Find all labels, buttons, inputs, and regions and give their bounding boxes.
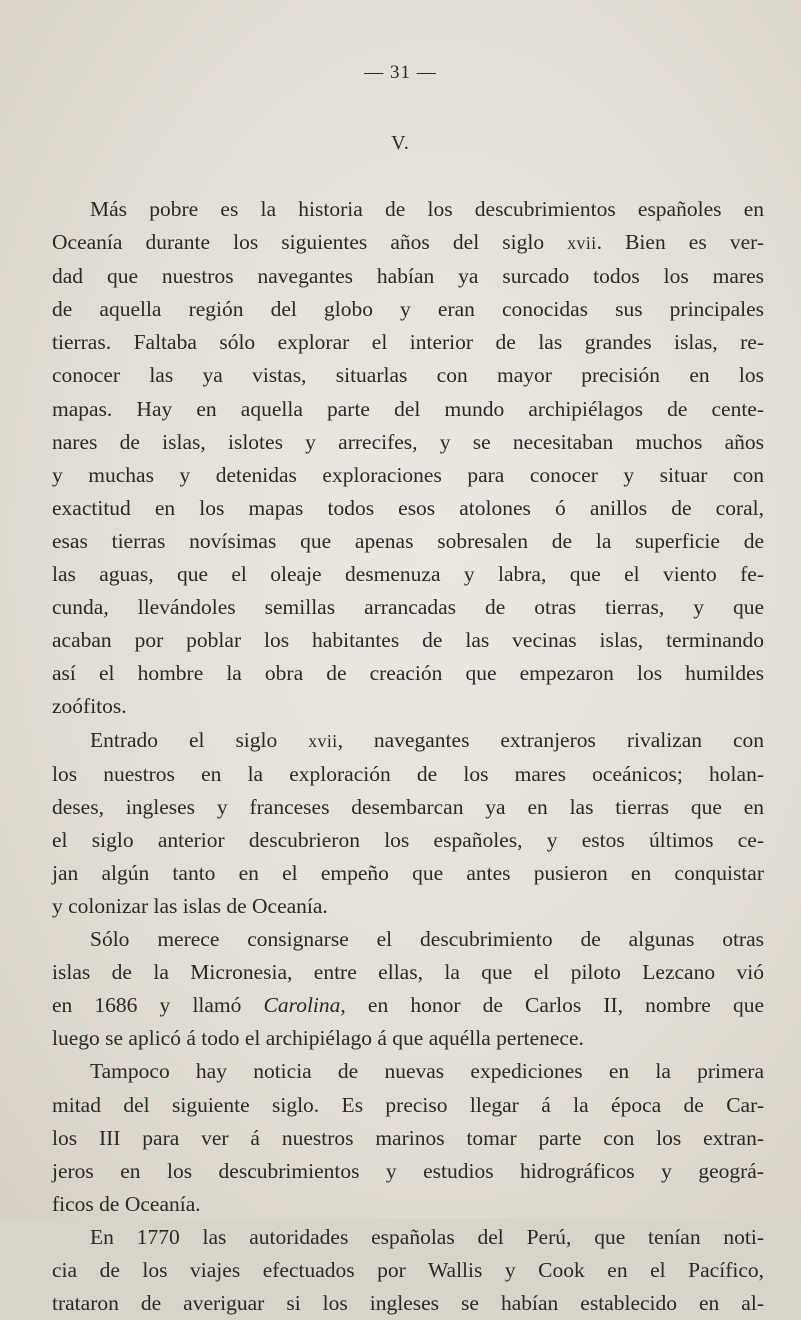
text-line: jan algún tanto en el empeño que antes pusieron en conquistar: [52, 860, 764, 885]
text-line: Entrado el siglo xvii, navegantes extranjeros rivalizan con: [90, 727, 764, 752]
paragraph: [52, 193, 764, 724]
paragraph: [52, 724, 764, 924]
paragraph: [52, 1055, 764, 1220]
text-line: acaban por poblar los habitantes de las vecinas islas, terminando: [52, 628, 764, 653]
text-line: así el hombre la obra de creación que empezaron los humildes: [52, 661, 764, 686]
text-line: el siglo anterior descubrieron los españoles, y estos últimos ce-: [52, 827, 764, 852]
text-line: En 1770 las autoridades españolas del Perú, que tenían noti-: [90, 1224, 764, 1249]
text-line: luego se aplicó á todo el archipiélago á que aquélla pertenece.: [52, 1026, 584, 1051]
text-line: tierras. Faltaba sólo explorar el interior de las grandes islas, re-: [52, 330, 764, 355]
text-line: y muchas y detenidas exploraciones para conocer y situar con: [52, 462, 764, 487]
text-line: Más pobre es la historia de los descubrimientos españoles en: [90, 197, 764, 221]
text-line: esas tierras novísimas que apenas sobresalen de la superficie de: [52, 528, 764, 553]
text-line: en 1686 y llamó Carolina, en honor de Carlos II, nombre que: [52, 993, 764, 1018]
text-line: ficos de Oceanía.: [52, 1191, 201, 1216]
text-line: Sólo merece consignarse el descubrimiento de algunas otras: [90, 927, 764, 952]
paragraph: [52, 1221, 764, 1320]
text-line: cia de los viajes efectuados por Wallis y Cook en el Pacífico,: [52, 1258, 764, 1282]
text-line: jeros en los descubrimientos y estudios hidrográficos y geográ-: [52, 1158, 764, 1183]
text-line: los nuestros en la exploración de los mares oceánicos; holan-: [52, 761, 764, 786]
text-line: nares de islas, islotes y arrecifes, y se necesitaban muchos años: [52, 429, 764, 454]
text-line: Tampoco hay noticia de nuevas expediciones en la primera: [90, 1059, 764, 1084]
paragraph: [52, 923, 764, 1055]
chapter-heading: V.: [391, 132, 410, 154]
century-numeral: xvii: [308, 730, 338, 751]
century-numeral: xvii: [567, 233, 597, 254]
text-line: conocer las ya vistas, situarlas con mayor precisión en los: [52, 363, 764, 388]
page-number: — 31 —: [364, 62, 437, 83]
text-line: deses, ingleses y franceses desembarcan ya en las tierras que en: [52, 794, 764, 819]
text-line: dad que nuestros navegantes habían ya surcado todos los mares: [52, 264, 764, 289]
text-line: mapas. Hay en aquella parte del mundo archipiélagos de cente-: [52, 396, 764, 421]
text-line: Oceanía durante los siguientes años del siglo xvii. Bien es ver-: [52, 230, 764, 255]
text-line: islas de la Micronesia, entre ellas, la que el piloto Lezcano vió: [52, 960, 764, 985]
text-line: los III para ver á nuestros marinos tomar parte con los extran-: [52, 1125, 764, 1150]
text-line: zoófitos.: [52, 694, 127, 719]
body-text: [52, 193, 764, 1320]
text-line: las aguas, que el oleaje desmenuza y labra, que el viento fe-: [52, 562, 764, 587]
text-line: mitad del siguiente siglo. Es preciso llegar á la época de Car-: [52, 1092, 764, 1117]
text-line: exactitud en los mapas todos esos atolones ó anillos de coral,: [52, 495, 764, 520]
italic-name: Carolina: [263, 993, 341, 1018]
text-line: cunda, llevándoles semillas arrancadas de otras tierras, y que: [52, 595, 764, 620]
text-line: de aquella región del globo y eran conocidas sus principales: [52, 297, 764, 322]
text-line: trataron de averiguar si los ingleses se habían establecido en al-: [52, 1291, 764, 1316]
text-line: y colonizar las islas de Oceanía.: [52, 893, 328, 918]
